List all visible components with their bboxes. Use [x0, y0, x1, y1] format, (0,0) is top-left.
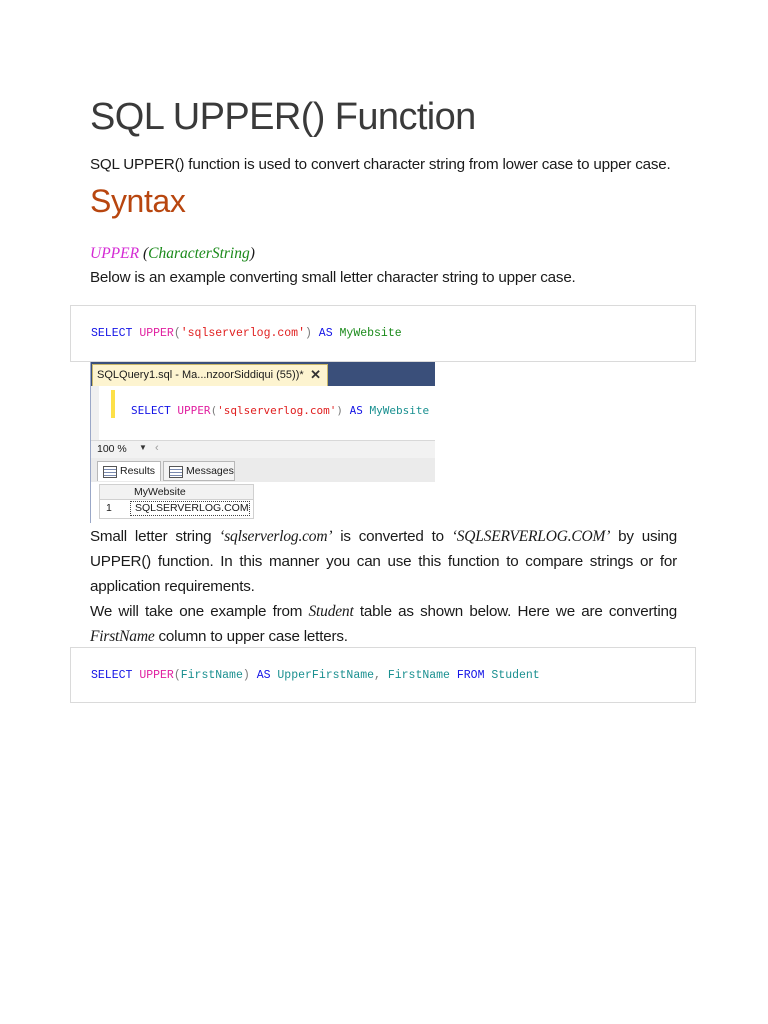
- paragraph-text: by using UPPER() function. In this manner you can use this function to compare strings or for application requirements.: [90, 528, 677, 595]
- code-alias: UpperFirstName: [277, 669, 375, 682]
- ssms-query-editor: [91, 386, 435, 440]
- example-intro-text: Below is an example converting small letter character string to upper case.: [90, 269, 576, 286]
- scroll-left-icon: ‹: [155, 442, 159, 454]
- code-open-paren: (: [173, 327, 181, 340]
- grid-column-header: [99, 484, 254, 500]
- ssms-editor-gutter: [91, 386, 99, 440]
- output-string-example: ‘SQLSERVERLOG.COM’: [451, 528, 611, 545]
- student-example-paragraph: [90, 599, 677, 649]
- ssms-tab-messages: [163, 461, 235, 481]
- ssms-function-upper: UPPER: [177, 404, 211, 417]
- syntax-argument: CharacterString: [148, 245, 250, 262]
- ssms-zoom-level: 100 %: [97, 443, 127, 455]
- messages-icon: [169, 466, 183, 478]
- code-close-paren: ): [242, 669, 250, 682]
- ssms-alias: MyWebsite: [369, 404, 430, 417]
- ssms-tab-results-label: Results: [120, 465, 156, 477]
- grid-icon: [103, 466, 117, 478]
- paragraph-text: is converted to: [332, 528, 452, 545]
- code-column: FirstName: [180, 669, 243, 682]
- ssms-tab-results: [97, 461, 161, 481]
- paragraph-text: Small letter string: [90, 528, 220, 545]
- paragraph-text: table as shown below. Here we are converting: [353, 603, 677, 620]
- grid-cell-value: SQLSERVERLOG.COM: [135, 502, 249, 514]
- ssms-keyword-select: SELECT: [131, 404, 171, 417]
- input-string-example: ‘sqlserverlog.com’: [219, 528, 333, 545]
- code-column-2: FirstName: [387, 669, 450, 682]
- code-line: [91, 327, 402, 340]
- code-keyword-as: AS: [318, 327, 333, 340]
- grid-column-header-label: MyWebsite: [134, 486, 186, 498]
- intro-text: SQL UPPER() function is used to convert character string from lower case to upper case.: [90, 156, 671, 173]
- code-function-upper: UPPER: [139, 669, 174, 682]
- grid-row-number: 1: [106, 502, 112, 514]
- page-title: SQL UPPER() Function: [90, 96, 476, 138]
- table-name: Student: [308, 603, 354, 620]
- ssms-string-literal: 'sqlserverlog.com': [217, 404, 337, 417]
- paragraph-text: column to upper case letters.: [154, 628, 348, 645]
- code-close-paren: ): [304, 327, 312, 340]
- syntax-signature: [90, 245, 255, 263]
- code-block-example-1: [70, 305, 696, 362]
- dropdown-arrow-icon: ▼: [139, 443, 147, 452]
- code-open-paren: (: [173, 669, 181, 682]
- code-line: [91, 669, 540, 682]
- ssms-title-bar: [91, 362, 435, 386]
- ssms-results-tabs: [91, 458, 435, 483]
- ssms-tab-messages-label: Messages: [186, 465, 234, 477]
- syntax-function-name: UPPER: [90, 245, 140, 262]
- syntax-close-paren: ): [249, 245, 255, 262]
- table-row: [99, 500, 254, 519]
- code-block-example-2: [70, 647, 696, 703]
- code-keyword-select: SELECT: [91, 327, 133, 340]
- explanation-paragraph: [90, 524, 677, 599]
- paragraph-text: We will take one example from: [90, 603, 309, 620]
- code-keyword-from: FROM: [456, 669, 485, 682]
- code-table: Student: [491, 669, 540, 682]
- code-keyword-as: AS: [256, 669, 271, 682]
- ssms-results-grid: [91, 482, 435, 523]
- ssms-query-tab: [92, 364, 328, 386]
- code-function-upper: UPPER: [139, 327, 174, 340]
- code-string-literal: 'sqlserverlog.com': [180, 327, 305, 340]
- ssms-zoom-bar: [91, 440, 435, 460]
- ssms-tab-title: SQLQuery1.sql - Ma...nzoorSiddiqui (55))*: [97, 369, 304, 381]
- code-comma: ,: [374, 669, 381, 682]
- ssms-close-paren: ): [336, 404, 343, 417]
- ssms-open-paren: (: [210, 404, 218, 417]
- column-name: FirstName: [90, 628, 155, 645]
- code-keyword-select: SELECT: [91, 669, 133, 682]
- ssms-change-indicator: [111, 390, 115, 418]
- ssms-code-line: [131, 404, 429, 417]
- code-alias: MyWebsite: [339, 327, 402, 340]
- syntax-heading: Syntax: [90, 183, 186, 219]
- close-icon: ✕: [310, 367, 321, 382]
- ssms-keyword-as: AS: [349, 404, 363, 417]
- ssms-screenshot: [90, 362, 435, 523]
- grid-cell: [130, 501, 250, 516]
- syntax-open-paren: (: [139, 245, 149, 262]
